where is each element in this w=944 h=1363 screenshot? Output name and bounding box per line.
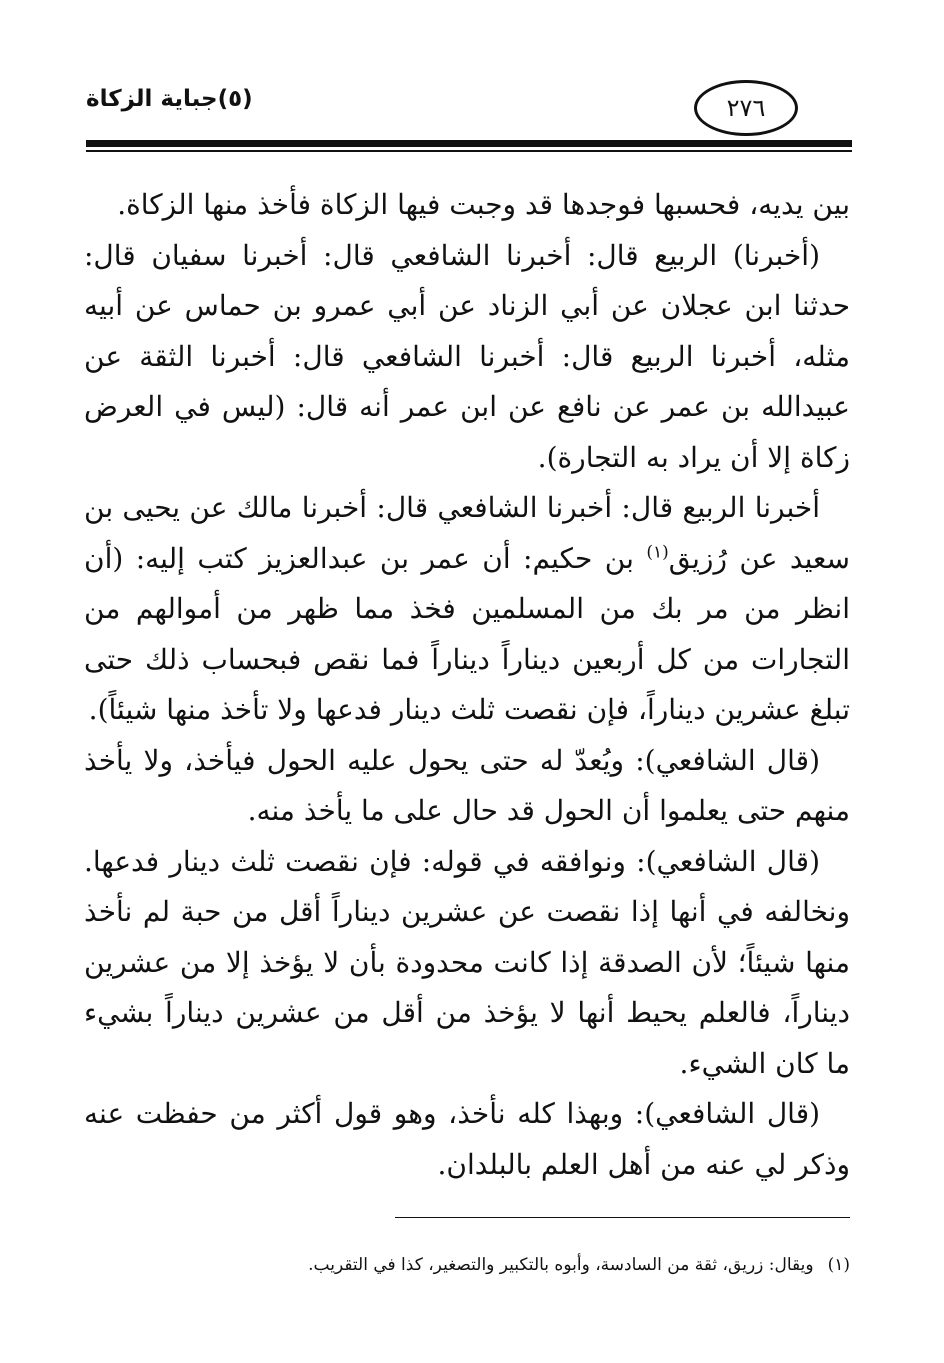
footnote-reference[interactable]: (١): [646, 542, 669, 563]
page-header: [86, 80, 852, 154]
footnote-marker: (١): [827, 1255, 850, 1275]
paragraph-3: [84, 483, 850, 736]
footnote-separator: [395, 1217, 850, 1218]
paragraph-5: (قال الشافعي): ونوافقه في قوله: فإن نقصت ثلث دينار فدعها. ونخالفه في أنها إذا نقصت عن عشرين ديناراً أقل من حبة لم نأخذ منها شيئاً؛ لأن الصدقة إذا كانت محدودة بأن لا يؤخذ إلا من عشرين ديناراً، فالعلم يحيط أنها لا يؤخذ من أقل من عشرين ديناراً بشيء ما كان الشيء.: [84, 844, 850, 1080]
footnote: [84, 1250, 850, 1280]
running-title: (٥)جباية الزكاة: [86, 86, 253, 112]
main-text: [84, 180, 850, 1190]
paragraph-2: (أخبرنا) الربيع قال: أخبرنا الشافعي قال: أخبرنا سفيان قال: حدثنا ابن عجلان عن أبي الزناد عن أبي عمرو بن حماس عن أبيه مثله، أخبرنا الربيع قال: أخبرنا الشافعي قال: أخبرنا الثقة عن عبيدالله بن عمر عن نافع عن ابن عمر أنه قال: (ليس في العرض زكاة إلا أن يراد به التجارة).: [84, 238, 850, 474]
footnote-text: ويقال: زريق، ثقة من السادسة، وأبوه بالتكبير والتصغير، كذا في التقريب.: [308, 1255, 814, 1275]
paragraph-3-part-2: بن حكيم: أن عمر بن عبدالعزيز كتب إليه: (أن انظر من مر بك من المسلمين فخذ مما ظهر من أموالهم من التجارات من كل أربعين ديناراً ديناراً فما نقص فبحساب ذلك حتى تبلغ عشرين ديناراً، فإن نقصت ثلث دينار فدعها ولا تأخذ منها شيئاً).: [84, 541, 850, 726]
paragraph-3-part-1: أخبرنا الربيع قال: أخبرنا الشافعي قال: أخبرنا مالك عن يحيى بن سعيد عن رُزيق: [84, 491, 851, 575]
page-number: ٢٧٦: [694, 80, 798, 136]
header-rule-thin: [86, 150, 852, 152]
paragraph-1: بين يديه، فحسبها فوجدها قد وجبت فيها الزكاة فأخذ منها الزكاة.: [117, 188, 850, 221]
paragraph-4: (قال الشافعي): ويُعدّ له حتى يحول عليه الحول فيأخذ، ولا يأخذ منهم حتى يعلموا أن الحول قد حال على ما يأخذ منه.: [84, 743, 850, 827]
header-rule: [86, 140, 852, 147]
paragraph-6: (قال الشافعي): وبهذا كله نأخذ، وهو قول أكثر من حفظت عنه وذكر لي عنه من أهل العلم بالبلدان.: [84, 1097, 850, 1181]
